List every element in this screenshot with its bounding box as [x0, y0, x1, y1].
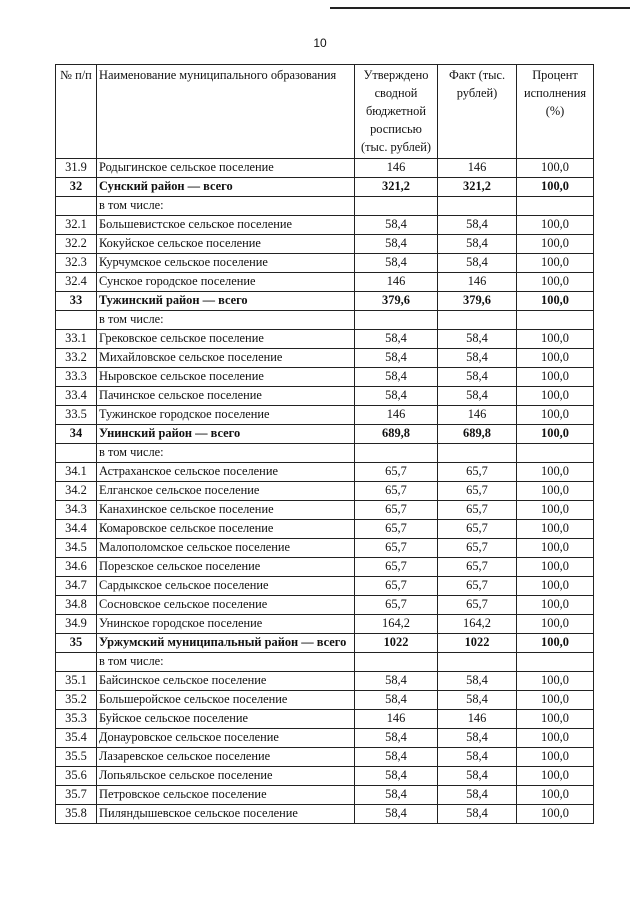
table-row	[56, 463, 594, 482]
row-name: Буйское сельское поселение	[97, 710, 355, 729]
row-percent: 100,0	[517, 558, 594, 577]
row-fact	[438, 311, 517, 330]
table-row	[56, 425, 594, 444]
row-fact: 58,4	[438, 254, 517, 273]
table-row	[56, 786, 594, 805]
row-percent: 100,0	[517, 216, 594, 235]
table-row	[56, 615, 594, 634]
row-fact	[438, 444, 517, 463]
row-fact: 65,7	[438, 577, 517, 596]
row-approved: 65,7	[355, 577, 438, 596]
row-percent	[517, 311, 594, 330]
row-number: 34.3	[56, 501, 97, 520]
row-name: в том числе:	[97, 653, 355, 672]
row-number: 34.5	[56, 539, 97, 558]
row-name: Сардыкское сельское поселение	[97, 577, 355, 596]
table-row	[56, 349, 594, 368]
row-name: Лазаревское сельское поселение	[97, 748, 355, 767]
row-percent: 100,0	[517, 349, 594, 368]
row-approved: 58,4	[355, 767, 438, 786]
table-row	[56, 216, 594, 235]
row-approved: 58,4	[355, 368, 438, 387]
row-fact	[438, 197, 517, 216]
row-number: 33.4	[56, 387, 97, 406]
row-number: 35.5	[56, 748, 97, 767]
row-approved	[355, 444, 438, 463]
row-number: 35.6	[56, 767, 97, 786]
row-approved: 58,4	[355, 387, 438, 406]
row-percent: 100,0	[517, 368, 594, 387]
row-name: в том числе:	[97, 197, 355, 216]
row-name: Унинское городское поселение	[97, 615, 355, 634]
row-number: 34.9	[56, 615, 97, 634]
row-fact: 65,7	[438, 520, 517, 539]
row-name: Пиляндышевское сельское поселение	[97, 805, 355, 824]
row-approved	[355, 197, 438, 216]
table-row	[56, 805, 594, 824]
row-name: Унинский район — всего	[97, 425, 355, 444]
row-approved: 164,2	[355, 615, 438, 634]
row-number: 34.6	[56, 558, 97, 577]
row-approved: 146	[355, 273, 438, 292]
row-name: Байсинское сельское поселение	[97, 672, 355, 691]
table-body	[56, 159, 594, 824]
row-name: Комаровское сельское поселение	[97, 520, 355, 539]
table-row	[56, 501, 594, 520]
row-approved: 58,4	[355, 691, 438, 710]
row-percent	[517, 197, 594, 216]
row-percent: 100,0	[517, 463, 594, 482]
row-number: 33.1	[56, 330, 97, 349]
row-percent: 100,0	[517, 615, 594, 634]
row-percent: 100,0	[517, 235, 594, 254]
row-name: Елганское сельское поселение	[97, 482, 355, 501]
row-number: 35	[56, 634, 97, 653]
row-number: 31.9	[56, 159, 97, 178]
table-header-row	[56, 65, 594, 159]
row-percent: 100,0	[517, 691, 594, 710]
row-approved: 689,8	[355, 425, 438, 444]
row-number: 34.2	[56, 482, 97, 501]
row-fact: 58,4	[438, 786, 517, 805]
row-percent: 100,0	[517, 539, 594, 558]
header-fact: Факт (тыс. рублей)	[438, 65, 517, 159]
row-name: Курчумское сельское поселение	[97, 254, 355, 273]
row-number: 32.2	[56, 235, 97, 254]
row-percent: 100,0	[517, 786, 594, 805]
table-row	[56, 311, 594, 330]
row-percent: 100,0	[517, 748, 594, 767]
table-row	[56, 273, 594, 292]
row-number: 32	[56, 178, 97, 197]
row-fact: 164,2	[438, 615, 517, 634]
row-number: 34	[56, 425, 97, 444]
row-fact: 321,2	[438, 178, 517, 197]
row-name: в том числе:	[97, 311, 355, 330]
row-percent: 100,0	[517, 292, 594, 311]
row-fact: 146	[438, 406, 517, 425]
row-name: Тужинское городское поселение	[97, 406, 355, 425]
header-number: № п/п	[56, 65, 97, 159]
row-approved: 65,7	[355, 501, 438, 520]
row-fact: 58,4	[438, 387, 517, 406]
row-number: 34.8	[56, 596, 97, 615]
row-fact: 65,7	[438, 596, 517, 615]
row-fact: 58,4	[438, 672, 517, 691]
row-fact: 58,4	[438, 767, 517, 786]
row-approved: 65,7	[355, 539, 438, 558]
row-name: Родыгинское сельское поселение	[97, 159, 355, 178]
row-fact: 58,4	[438, 216, 517, 235]
row-percent: 100,0	[517, 387, 594, 406]
table-row	[56, 767, 594, 786]
row-percent: 100,0	[517, 254, 594, 273]
row-number: 33.5	[56, 406, 97, 425]
row-name: Сунский район — всего	[97, 178, 355, 197]
row-approved: 58,4	[355, 805, 438, 824]
table-row	[56, 577, 594, 596]
table-row	[56, 558, 594, 577]
row-fact: 1022	[438, 634, 517, 653]
header-approved: Утверждено сводной бюджетной росписью (тыс. рублей)	[355, 65, 438, 159]
table-row	[56, 482, 594, 501]
row-name: Канахинское сельское поселение	[97, 501, 355, 520]
table-row	[56, 406, 594, 425]
row-approved: 65,7	[355, 482, 438, 501]
table-row	[56, 197, 594, 216]
row-approved: 65,7	[355, 463, 438, 482]
row-approved: 58,4	[355, 748, 438, 767]
row-number: 35.3	[56, 710, 97, 729]
row-number: 34.4	[56, 520, 97, 539]
row-percent: 100,0	[517, 330, 594, 349]
row-number: 32.4	[56, 273, 97, 292]
table-row	[56, 330, 594, 349]
table-row	[56, 653, 594, 672]
row-name: Лопьяльское сельское поселение	[97, 767, 355, 786]
row-fact: 58,4	[438, 235, 517, 254]
header-name: Наименование муниципального образования	[97, 65, 355, 159]
row-number	[56, 444, 97, 463]
row-approved: 65,7	[355, 596, 438, 615]
row-number	[56, 653, 97, 672]
row-percent: 100,0	[517, 729, 594, 748]
row-name: Астраханское сельское поселение	[97, 463, 355, 482]
row-number: 33	[56, 292, 97, 311]
row-name: Петровское сельское поселение	[97, 786, 355, 805]
row-number: 34.1	[56, 463, 97, 482]
row-fact: 58,4	[438, 349, 517, 368]
row-percent: 100,0	[517, 425, 594, 444]
row-number: 33.3	[56, 368, 97, 387]
page-number: 10	[313, 36, 327, 50]
row-number: 35.4	[56, 729, 97, 748]
row-fact: 58,4	[438, 748, 517, 767]
table-row	[56, 634, 594, 653]
row-percent	[517, 653, 594, 672]
row-number: 32.1	[56, 216, 97, 235]
row-number: 33.2	[56, 349, 97, 368]
row-name: Михайловское сельское поселение	[97, 349, 355, 368]
row-approved: 58,4	[355, 786, 438, 805]
table-row	[56, 672, 594, 691]
row-name: Малополомское сельское поселение	[97, 539, 355, 558]
row-approved: 58,4	[355, 235, 438, 254]
row-approved: 1022	[355, 634, 438, 653]
row-approved: 321,2	[355, 178, 438, 197]
row-fact: 58,4	[438, 805, 517, 824]
row-fact: 58,4	[438, 691, 517, 710]
row-name: Пачинское сельское поселение	[97, 387, 355, 406]
row-number: 34.7	[56, 577, 97, 596]
table-row	[56, 292, 594, 311]
row-approved: 58,4	[355, 254, 438, 273]
row-fact: 58,4	[438, 368, 517, 387]
row-percent: 100,0	[517, 805, 594, 824]
table-row	[56, 539, 594, 558]
budget-table	[55, 64, 594, 824]
row-name: Сосновское сельское поселение	[97, 596, 355, 615]
row-approved: 65,7	[355, 520, 438, 539]
table-row	[56, 444, 594, 463]
table-row	[56, 368, 594, 387]
row-fact: 58,4	[438, 729, 517, 748]
row-percent	[517, 444, 594, 463]
row-percent: 100,0	[517, 710, 594, 729]
row-number	[56, 197, 97, 216]
header-percent: Процент исполнения (%)	[517, 65, 594, 159]
row-approved: 58,4	[355, 330, 438, 349]
row-percent: 100,0	[517, 596, 594, 615]
row-name: Тужинский район — всего	[97, 292, 355, 311]
row-name: Кокуйское сельское поселение	[97, 235, 355, 254]
table-row	[56, 387, 594, 406]
row-approved: 58,4	[355, 216, 438, 235]
row-approved: 146	[355, 406, 438, 425]
row-approved	[355, 653, 438, 672]
row-number: 35.7	[56, 786, 97, 805]
row-name: в том числе:	[97, 444, 355, 463]
row-name: Большеройское сельское поселение	[97, 691, 355, 710]
row-approved: 58,4	[355, 729, 438, 748]
row-number	[56, 311, 97, 330]
row-name: Большевистское сельское поселение	[97, 216, 355, 235]
row-fact: 58,4	[438, 330, 517, 349]
row-fact	[438, 653, 517, 672]
row-fact: 146	[438, 273, 517, 292]
row-percent: 100,0	[517, 634, 594, 653]
row-percent: 100,0	[517, 520, 594, 539]
row-percent: 100,0	[517, 482, 594, 501]
row-fact: 146	[438, 710, 517, 729]
table-row	[56, 710, 594, 729]
top-rule	[330, 7, 630, 9]
row-name: Донауровское сельское поселение	[97, 729, 355, 748]
table-row	[56, 748, 594, 767]
row-percent: 100,0	[517, 273, 594, 292]
table-row	[56, 254, 594, 273]
table-row	[56, 520, 594, 539]
row-fact: 379,6	[438, 292, 517, 311]
row-fact: 689,8	[438, 425, 517, 444]
row-number: 32.3	[56, 254, 97, 273]
row-number: 35.1	[56, 672, 97, 691]
row-fact: 65,7	[438, 463, 517, 482]
row-percent: 100,0	[517, 577, 594, 596]
row-percent: 100,0	[517, 672, 594, 691]
row-name: Уржумский муниципальный район — всего	[97, 634, 355, 653]
table-row	[56, 178, 594, 197]
row-percent: 100,0	[517, 767, 594, 786]
table-row	[56, 235, 594, 254]
row-name: Порезское сельское поселение	[97, 558, 355, 577]
row-approved: 58,4	[355, 349, 438, 368]
row-name: Ныровское сельское поселение	[97, 368, 355, 387]
row-number: 35.2	[56, 691, 97, 710]
row-percent: 100,0	[517, 159, 594, 178]
row-approved: 58,4	[355, 672, 438, 691]
row-percent: 100,0	[517, 178, 594, 197]
table-row	[56, 729, 594, 748]
table-row	[56, 159, 594, 178]
row-approved: 146	[355, 159, 438, 178]
table-row	[56, 596, 594, 615]
row-fact: 65,7	[438, 482, 517, 501]
table-row	[56, 691, 594, 710]
row-name: Грековское сельское поселение	[97, 330, 355, 349]
row-percent: 100,0	[517, 406, 594, 425]
row-fact: 65,7	[438, 539, 517, 558]
row-percent: 100,0	[517, 501, 594, 520]
row-fact: 65,7	[438, 558, 517, 577]
row-approved	[355, 311, 438, 330]
row-fact: 65,7	[438, 501, 517, 520]
row-name: Сунское городское поселение	[97, 273, 355, 292]
row-approved: 65,7	[355, 558, 438, 577]
row-approved: 146	[355, 710, 438, 729]
row-number: 35.8	[56, 805, 97, 824]
row-approved: 379,6	[355, 292, 438, 311]
row-fact: 146	[438, 159, 517, 178]
